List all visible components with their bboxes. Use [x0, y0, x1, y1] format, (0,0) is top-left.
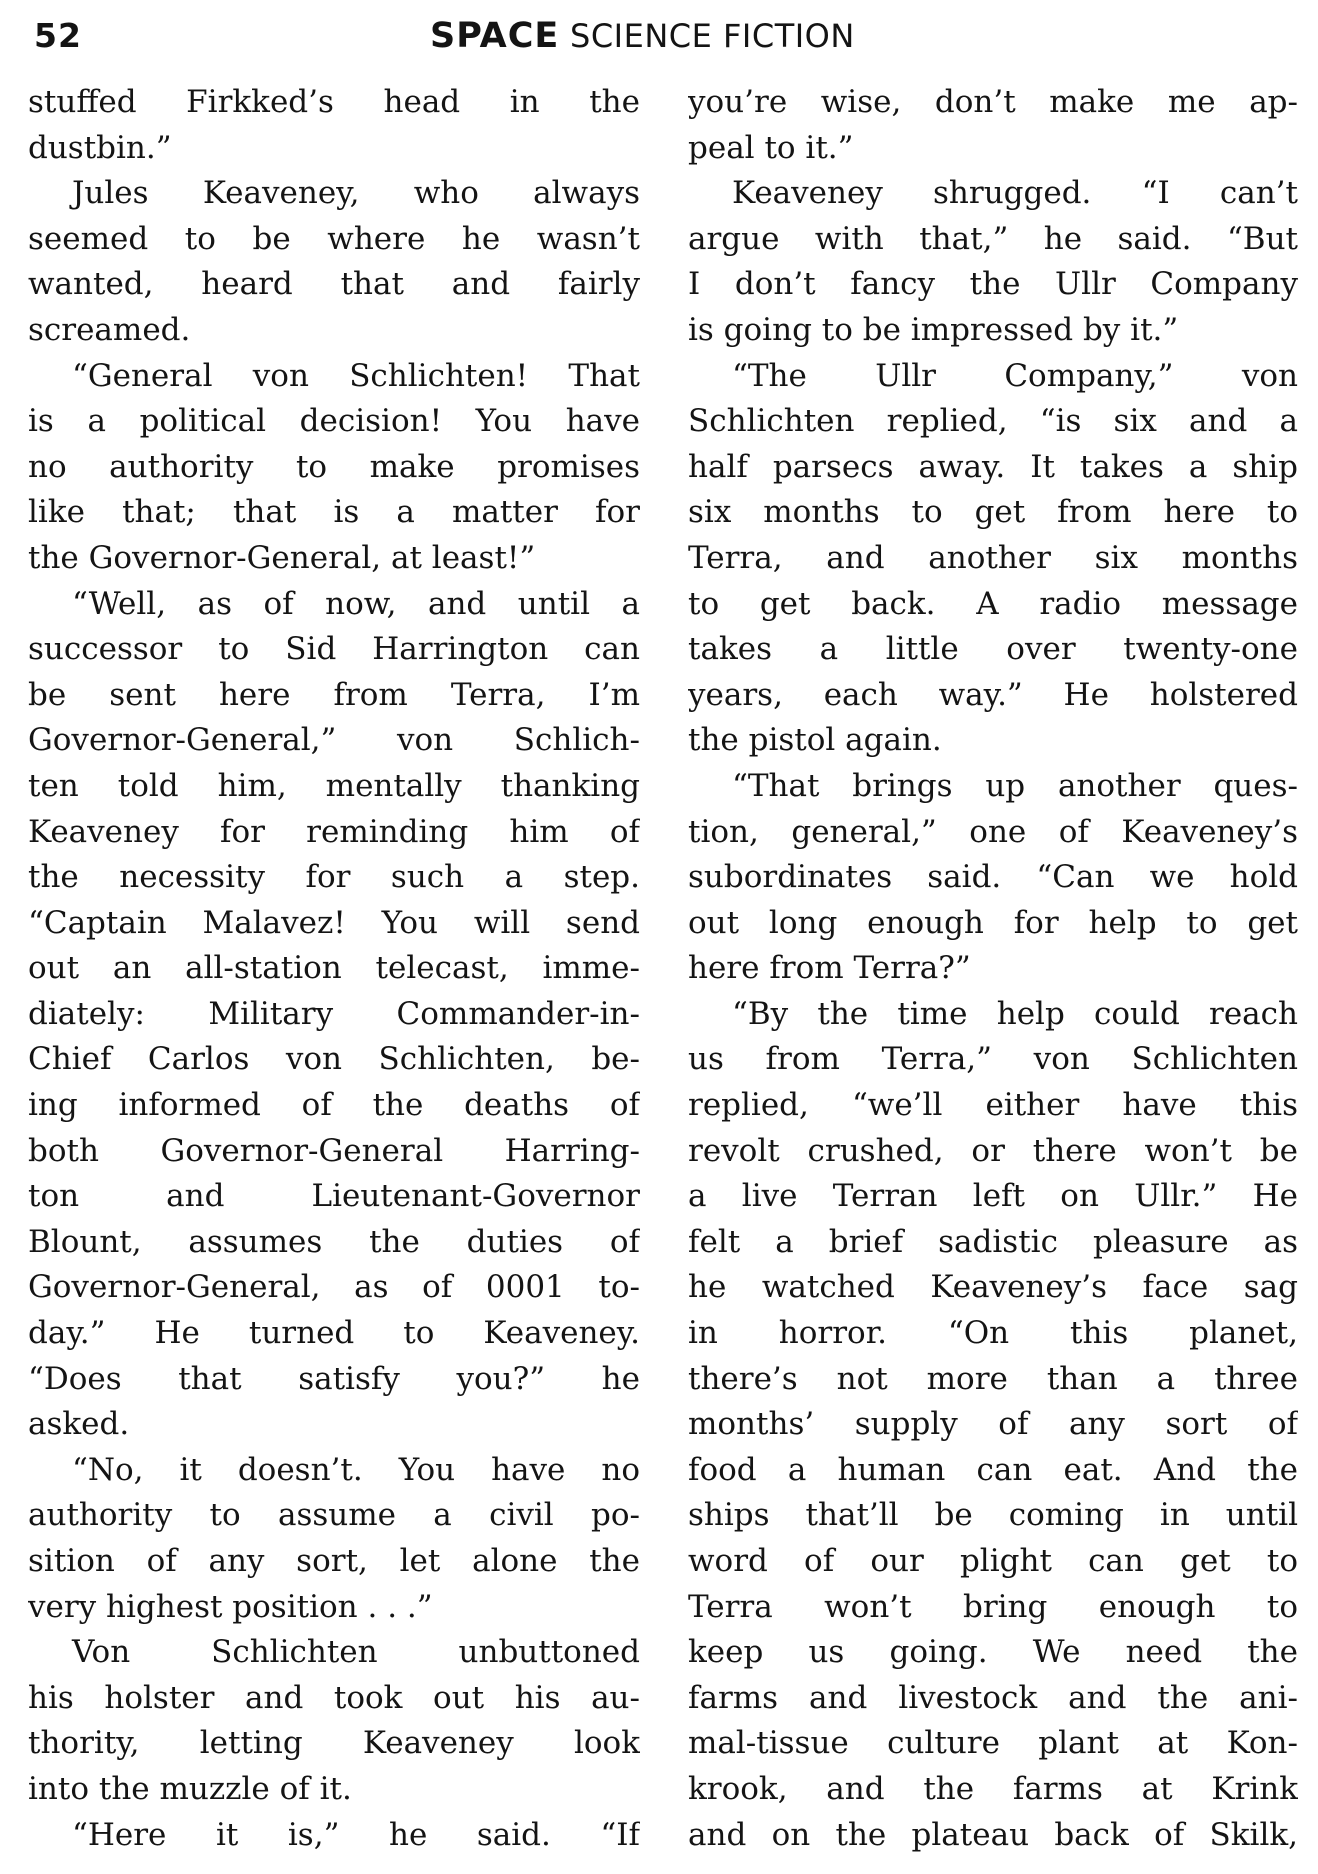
text-line: “Captain Malavez! You will send [28, 904, 640, 941]
text-line: Jules Keaveney, who always [72, 175, 640, 212]
text-line: takes a little over twenty-one [688, 631, 1298, 668]
text-line: peal to it.” [688, 129, 854, 166]
text-line: Governor-General,” von Schlich- [28, 722, 640, 759]
text-line: “Here it is,” he said. “If [72, 1816, 640, 1853]
text-line: “By the time help could reach [732, 995, 1298, 1032]
page-header [0, 14, 1318, 74]
text-line: “General von Schlichten! That [72, 357, 640, 394]
text-line: seemed to be where he wasn’t [28, 220, 640, 257]
text-line: revolt crushed, or there won’t be [688, 1132, 1298, 1169]
text-line: six months to get from here to [688, 494, 1298, 531]
text-line: I don’t fancy the Ullr Company [688, 266, 1298, 303]
text-line: mal-tissue culture plant at Kon- [688, 1725, 1298, 1762]
text-line: krook, and the farms at Krink [688, 1770, 1298, 1807]
text-line: and on the plateau back of Skilk, [688, 1816, 1298, 1853]
text-line: into the muzzle of it. [28, 1770, 352, 1807]
text-line: Keaveney for reminding him of [28, 813, 640, 850]
text-line: years, each way.” He holstered [688, 676, 1298, 713]
text-line: authority to assume a civil po- [28, 1497, 640, 1534]
text-line: “The Ullr Company,” von [732, 357, 1298, 394]
text-line: diately: Military Commander-in- [28, 995, 640, 1032]
text-line: he watched Keaveney’s face sag [688, 1269, 1298, 1306]
text-line: “Does that satisfy you?” he [28, 1360, 640, 1397]
text-line: is a political decision! You have [28, 403, 640, 440]
text-line: the Governor-General, at least!” [28, 539, 536, 576]
text-line: day.” He turned to Keaveney. [28, 1315, 640, 1352]
text-line: keep us going. We need the [688, 1634, 1298, 1671]
text-line: Terra, and another six months [688, 539, 1298, 576]
right-column [688, 80, 1298, 1858]
text-line: asked. [28, 1406, 130, 1443]
text-line: farms and livestock and the ani- [688, 1679, 1298, 1716]
text-line: the pistol again. [688, 722, 942, 759]
text-line: a live Terran left on Ullr.” He [688, 1178, 1298, 1215]
text-line: “No, it doesn’t. You have no [72, 1451, 640, 1488]
text-line: Schlichten replied, “is six and a [688, 403, 1298, 440]
text-line: out long enough for help to get [688, 904, 1298, 941]
text-line: his holster and took out his au- [28, 1679, 640, 1716]
magazine-title-rest: SCIENCE FICTION [559, 17, 855, 55]
text-line: is going to be impressed by it.” [688, 311, 1179, 348]
text-line: Governor-General, as of 0001 to- [28, 1269, 640, 1306]
text-line: there’s not more than a three [688, 1360, 1298, 1397]
text-line: word of our plight can get to [688, 1543, 1298, 1579]
text-line: ten told him, mentally thanking [28, 767, 640, 804]
text-line: Chief Carlos von Schlichten, be- [28, 1041, 640, 1078]
text-line: very highest position . . .” [28, 1588, 433, 1625]
text-line: wanted, heard that and fairly [28, 266, 640, 303]
text-line: Von Schlichten unbuttoned [72, 1634, 640, 1671]
text-line: successor to Sid Harrington can [28, 631, 640, 668]
text-line: like that; that is a matter for [28, 494, 640, 531]
magazine-title-bold: SPACE [430, 16, 560, 56]
text-line: months’ supply of any sort of [688, 1406, 1298, 1443]
text-line: half parsecs away. It takes a ship [688, 448, 1298, 485]
text-line: here from Terra?” [688, 950, 971, 987]
text-line: tion, general,” one of Keaveney’s [688, 813, 1298, 850]
text-line: us from Terra,” von Schlichten [688, 1041, 1298, 1078]
text-line: ton and Lieutenant-Governor [28, 1178, 640, 1215]
text-line: dustbin.” [28, 129, 172, 166]
text-line: food a human can eat. And the [688, 1451, 1298, 1488]
text-line: thority, letting Keaveney look [28, 1725, 640, 1762]
text-line: no authority to make promises [28, 448, 640, 485]
page-number: 52 [34, 16, 82, 55]
text-line: you’re wise, don’t make me ap- [688, 84, 1298, 120]
text-line: the necessity for such a step. [28, 859, 640, 896]
text-line: subordinates said. “Can we hold [688, 859, 1298, 896]
text-line: “Well, as of now, and until a [72, 585, 640, 622]
text-line: replied, “we’ll either have this [688, 1087, 1298, 1124]
text-line: sition of any sort, let alone the [28, 1543, 640, 1579]
text-line: screamed. [28, 311, 191, 348]
text-line: both Governor-General Harring- [28, 1132, 640, 1169]
text-line: Terra won’t bring enough to [688, 1588, 1298, 1625]
text-line: Keaveney shrugged. “I can’t [732, 175, 1298, 212]
text-line: be sent here from Terra, I’m [28, 676, 640, 713]
text-line: in horror. “On this planet, [688, 1315, 1298, 1352]
text-line: to get back. A radio message [688, 585, 1298, 622]
text-line: Blount, assumes the duties of [28, 1223, 640, 1260]
text-line: stuffed Firkked’s head in the [28, 84, 640, 120]
text-line: ing informed of the deaths of [28, 1087, 640, 1124]
running-head [430, 16, 855, 56]
text-line: argue with that,” he said. “But [688, 220, 1298, 257]
text-line: felt a brief sadistic pleasure as [688, 1223, 1298, 1260]
text-line: out an all-station telecast, imme- [28, 950, 640, 987]
left-column [28, 80, 640, 1858]
text-line: ships that’ll be coming in until [688, 1497, 1298, 1534]
text-line: “That brings up another ques- [732, 767, 1298, 804]
